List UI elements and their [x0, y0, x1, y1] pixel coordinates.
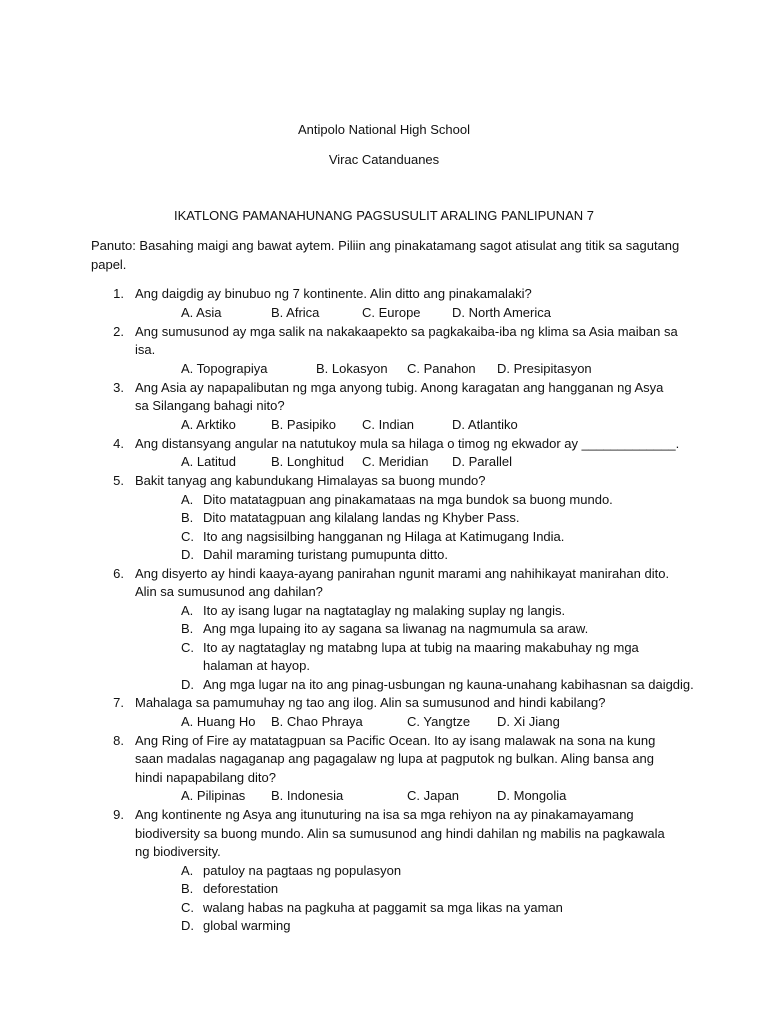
choice-row [0, 453, 768, 472]
choice-list [0, 491, 768, 565]
choice-c: C. Panahon [407, 360, 476, 376]
choice-d [0, 546, 768, 565]
question-text: Ang Asia ay napapalibutan ng mga anyong tubig. Anong karagatan ang hangganan ng Asya sa Silangang bahagi nito? [135, 379, 664, 413]
choice-letter: B. [181, 510, 194, 525]
choice-c [0, 528, 768, 547]
choice-list [0, 862, 768, 936]
question-list [0, 285, 768, 936]
question-text: Mahalaga sa pamumuhay ng tao ang ilog. Alin sa sumusunod and hindi kabilang? [135, 695, 606, 710]
choice-c: C. Indian [362, 416, 415, 432]
choice-b [0, 620, 768, 639]
choice-b [0, 509, 768, 528]
question-text: Ang daigdig ay binubuo ng 7 kontinente. Alin ditto ang pinakamalaki? [135, 286, 532, 301]
choice-text: deforestation [203, 881, 279, 896]
choice-c [0, 899, 768, 918]
question-text: Ang kontinente ng Asya ang itunuturing na isa sa mga rehiyon na ay pinakamayamang biodiversity sa buong mundo. Alin sa sumusunod ang hindi dahilan ng mabilis na pagkawala ng biodiversity. [135, 807, 665, 859]
question-number: 2. [113, 323, 124, 339]
choice-text: global warming [203, 918, 291, 933]
question-text: Ang distansyang angular na natutukoy mula sa hilaga o timog ng ekwador ay _____________. [135, 435, 680, 451]
choice-letter: C. [181, 899, 194, 915]
choice-letter: D. [181, 918, 194, 933]
choice-text: Dito matatagpuan ang kilalang landas ng Khyber Pass. [203, 510, 520, 525]
choice-row [0, 360, 768, 379]
question-number: 5. [113, 473, 124, 488]
school-location: Virac Catanduanes [328, 152, 440, 167]
choice-row [0, 416, 768, 435]
question-number: 7. [113, 695, 124, 710]
question-item [0, 379, 768, 435]
choice-c: C. Japan [407, 788, 460, 803]
question-number: 9. [113, 807, 124, 822]
question-number: 4. [113, 435, 124, 451]
question-number: 1. [113, 286, 124, 301]
choice-b [0, 880, 768, 899]
school-name: Antipolo National High School [298, 122, 470, 137]
choice-b: B. Chao Phraya [271, 713, 363, 729]
choice-a [0, 602, 768, 621]
choice-text: Ito ang nagsisilbing hangganan ng Hilaga at Katimugang India. [203, 528, 565, 544]
choice-d: D. Atlantiko [452, 416, 518, 432]
choice-letter: A. [181, 602, 194, 618]
choice-a: A. Latitud [181, 454, 236, 469]
question-text: Ang sumusunod ay mga salik na nakakaapekto sa pagkakaiba-iba ng klima sa Asia maiban sa isa. [135, 323, 678, 357]
choice-c: C. Meridian [362, 454, 429, 469]
choice-text: patuloy na pagtaas ng populasyon [203, 862, 402, 878]
instructions: Panuto: Basahing maigi ang bawat aytem. Piliin ang pinakatamang sagot atisulat ang titik sa sagutang papel. [91, 238, 680, 272]
choice-a: A. Arktiko [181, 416, 236, 432]
choice-text: Dito matatagpuan ang pinakamataas na mga bundok sa buong mundo. [203, 491, 613, 507]
choice-text: Ang mga lugar na ito ang pinag-usbungan ng kauna-unahang kabihasnan sa daigdig. [203, 676, 694, 692]
question-text: Bakit tanyag ang kabundukang Himalayas sa buong mundo? [135, 473, 486, 488]
choice-letter: D. [181, 676, 194, 692]
choice-d: D. North America [452, 304, 551, 320]
question-number: 6. [113, 565, 124, 581]
choice-letter: C. [181, 528, 194, 544]
question-item [0, 694, 768, 732]
choice-b: B. Africa [271, 304, 320, 320]
question-item [0, 732, 768, 807]
choice-b: B. Pasipiko [271, 416, 337, 432]
choice-text: Ang mga lupaing ito ay sagana sa liwanag na nagmumula sa araw. [203, 621, 589, 636]
choice-letter: A. [181, 491, 194, 507]
choice-a [0, 491, 768, 510]
choice-d: D. Xi Jiang [497, 713, 560, 729]
question-text: Ang Ring of Fire ay matatagpuan sa Pacific Ocean. Ito ay isang malawak na sona na kung saan madalas nagaganap ang pagagalaw ng lupa at pagputok ng bulkan. Aling bansa ang hindi napapabilang dito? [135, 732, 656, 785]
exam-title: IKATLONG PAMANAHUNANG PAGSUSULIT ARALING PANLIPUNAN 7 [174, 208, 594, 223]
question-item [0, 565, 768, 695]
choice-a: A. Pilipinas [181, 788, 246, 803]
question-item [0, 806, 768, 936]
question-item [0, 435, 768, 473]
choice-letter: B. [181, 881, 194, 896]
choice-text: Dahil maraming turistang pumupunta ditto. [203, 547, 448, 562]
choice-d: D. Parallel [452, 454, 512, 469]
choice-a: A. Topograpiya [181, 360, 268, 376]
choice-d: D. Presipitasyon [497, 360, 592, 376]
question-number: 8. [113, 732, 124, 748]
choice-c: C. Europe [362, 304, 421, 320]
question-number: 3. [113, 379, 124, 395]
choice-text: Ito ay nagtataglay ng matabng lupa at tubig na maaring makabuhay ng mga halaman at hayop. [203, 639, 639, 673]
choice-d: D. Mongolia [497, 788, 567, 803]
choice-a: A. Huang Ho [181, 713, 256, 729]
question-item [0, 285, 768, 323]
choice-letter: C. [181, 639, 194, 655]
question-item [0, 472, 768, 565]
choice-d [0, 676, 768, 695]
choice-b: B. Indonesia [271, 788, 344, 803]
choice-b: B. Lokasyon [316, 360, 388, 376]
question-item [0, 323, 768, 379]
choice-list [0, 602, 768, 695]
choice-letter: D. [181, 547, 194, 562]
choice-text: Ito ay isang lugar na nagtataglay ng malaking suplay ng langis. [203, 602, 566, 618]
choice-letter: A. [181, 862, 194, 878]
question-text: Ang disyerto ay hindi kaaya-ayang panirahan ngunit marami ang nahihikayat manirahan dito. Alin sa sumusunod ang dahilan? [135, 565, 670, 599]
choice-text: walang habas na pagkuha at paggamit sa mga likas na yaman [203, 899, 563, 915]
choice-d [0, 917, 768, 936]
choice-row [0, 304, 768, 323]
choice-a: A. Asia [181, 304, 222, 320]
choice-c [0, 639, 768, 676]
choice-row [0, 713, 768, 732]
choice-letter: B. [181, 621, 194, 636]
choice-row [0, 787, 768, 806]
choice-c: C. Yangtze [407, 713, 471, 729]
choice-b: B. Longhitud [271, 454, 345, 469]
choice-a [0, 862, 768, 881]
